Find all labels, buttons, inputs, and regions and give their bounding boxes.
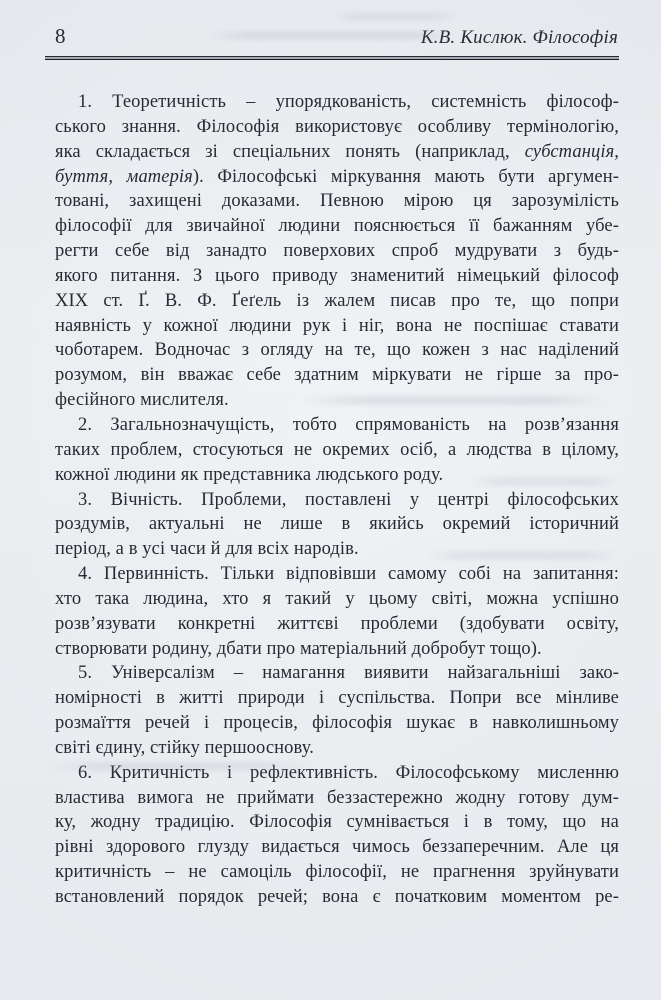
- text-line: фесійного мислителя.: [55, 390, 229, 411]
- text-line: 3. Вічність. Проблеми, поставлені у центрі філософських: [78, 489, 619, 510]
- text-line: яка складається зі спеціальних понять (наприклад, субстанція,: [55, 141, 619, 162]
- text-line: рівні здорового глузду видається чимось беззаперечним. Але ця: [55, 837, 619, 858]
- text-line: створювати родину, дбати про матеріальний добробут тощо).: [55, 638, 542, 659]
- text-line: розмаїття речей і процесів, філософія шукає в навколишньому: [55, 713, 619, 734]
- text-line: хто така людина, хто я такий у цьому світі, можна успішно: [55, 588, 619, 609]
- paragraph: [55, 90, 619, 413]
- text-line: кожної людини як представника людського роду.: [55, 464, 444, 485]
- paragraph: [55, 562, 619, 661]
- text-line: розв’язувати конкретні життєві проблеми (здобувати освіту,: [55, 613, 619, 634]
- text-line: ського знання. Філософія використовує особливу термінологію,: [55, 116, 619, 137]
- text-line: 6. Критичність і рефлективність. Філософському мисленню: [78, 762, 619, 783]
- paragraph: [55, 661, 619, 760]
- bleedthrough-smudge: [330, 12, 460, 21]
- text-line: 4. Первинність. Тільки відповівши самому собі на запитання:: [78, 564, 619, 585]
- text-line: наявність у кожної людини рук і ніг, вона не поспішає ставати: [55, 315, 619, 336]
- text-line: регти себе від занадто поверхових спроб мудрувати з будь-: [55, 241, 619, 262]
- text-line: буття, матерія). Філософські міркування мають бути аргумен-: [55, 166, 619, 187]
- text-line: роздумів, актуальні не лише в якийсь окремий історичний: [55, 514, 619, 535]
- text-line: якого питання. З цього приводу знаменитий німецький філософ: [55, 265, 619, 286]
- paragraph: [55, 413, 619, 488]
- text-line: товані, захищені доказами. Певною мірою ця зарозумілість: [55, 191, 619, 212]
- text-line: встановлений порядок речей; вона є початковим моментом ре-: [55, 887, 619, 907]
- text-line: XIX ст. Ґ. В. Ф. Ґеґель із жалем писав про те, що попри: [55, 290, 619, 311]
- page-header: [55, 24, 618, 49]
- text-line: 2. Загальнозначущість, тобто спрямованість на розв’язання: [78, 414, 619, 435]
- paragraph: [55, 761, 619, 910]
- header-rule: [45, 56, 619, 60]
- text-line: 5. Універсалізм – намагання виявити найзагальніші зако-: [78, 663, 619, 684]
- text-line: розумом, він вважає себе здатним міркувати не гірше за про-: [55, 365, 619, 386]
- text-line: період, а в усі часи й для всіх народів.: [55, 539, 359, 560]
- text-line: чоботарем. Водночас з огляду на те, що кожен з нас наділений: [55, 340, 619, 361]
- paragraph: [55, 488, 619, 563]
- text-line: властива вимога не приймати беззастережно жодну готову дум-: [55, 787, 619, 808]
- text-line: номірності в житті природи і суспільства. Попри все мінливе: [55, 688, 619, 709]
- text-line: ку, жодну традицію. Філософія сумнівається і в тому, що на: [55, 812, 619, 833]
- text-block: [55, 90, 619, 910]
- text-line: філософії для звичайної людини пояснюється її бажанням убе-: [55, 216, 619, 237]
- running-title: К.В. Кислюк. Філософія: [420, 27, 618, 48]
- page-number: 8: [55, 24, 66, 48]
- text-line: світі єдину, стійку першооснову.: [55, 737, 314, 758]
- text-line: 1. Теоретичність – упорядкованість, системність філософ-: [78, 92, 619, 112]
- text-line: критичність – не самоціль філософії, не прагнення зруйнувати: [55, 862, 619, 883]
- text-line: таких проблем, стосуються не окремих осіб, а людства в цілому,: [55, 439, 619, 460]
